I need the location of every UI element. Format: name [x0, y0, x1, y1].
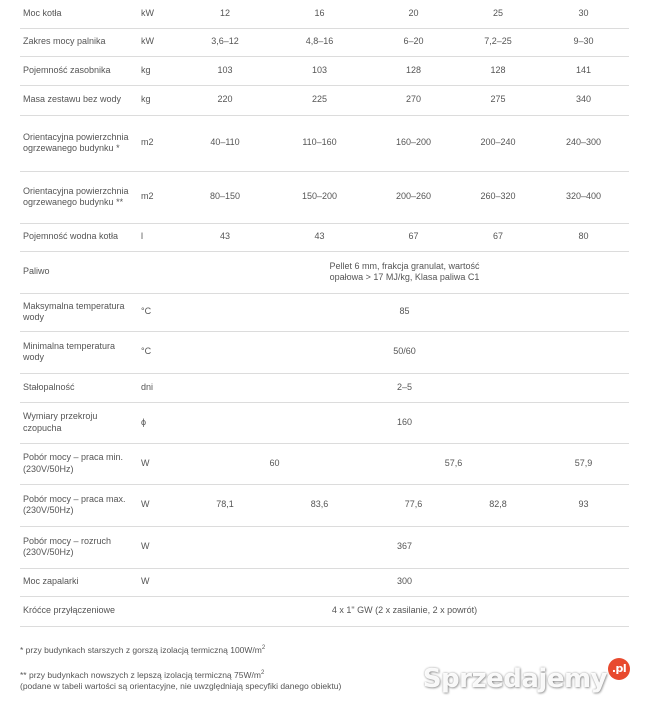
- value-cell: Pellet 6 mm, frakcja granulat, wartość opałowa > 17 MJ/kg, Klasa paliwa C1: [180, 251, 629, 293]
- table-row: [20, 596, 629, 626]
- table-row: [20, 223, 629, 251]
- value-cell: 160: [180, 402, 629, 443]
- unit-cell: °C: [138, 293, 180, 331]
- value-cell: 80: [538, 223, 629, 251]
- value-cell: 128: [369, 56, 458, 85]
- footnote-1: * przy budynkach starszych z gorszą izolacją termiczną $100W/m^2$: [20, 645, 266, 655]
- value-cell: 270: [369, 85, 458, 115]
- value-cell: 77,6: [369, 484, 458, 526]
- value-cell: 340: [538, 85, 629, 115]
- value-cell: 300: [180, 568, 629, 596]
- footnote-3: (podane w tabeli wartości są orientacyjne, nie uwzględniają specyfiki danego obiektu): [20, 681, 342, 691]
- value-cell: 78,1: [180, 484, 270, 526]
- value-cell: 128: [458, 56, 538, 85]
- table-row: [20, 0, 629, 28]
- param-name: Stałopalność: [20, 373, 138, 402]
- param-name: Wymiary przekroju czopucha: [20, 402, 138, 443]
- table-row: [20, 28, 629, 56]
- table-row: [20, 443, 629, 484]
- value-cell: 6–20: [369, 28, 458, 56]
- value-cell: 141: [538, 56, 629, 85]
- param-name: Króćce przyłączeniowe: [20, 596, 180, 626]
- value-cell: 160–200: [369, 115, 458, 171]
- value-cell: 67: [458, 223, 538, 251]
- table-row: [20, 402, 629, 443]
- table-row: [20, 171, 629, 223]
- value-cell: 20: [369, 0, 458, 28]
- value-cell: 367: [180, 526, 629, 568]
- value-cell: 4,8–16: [270, 28, 369, 56]
- param-name: Pobór mocy – rozruch (230V/50Hz): [20, 526, 138, 568]
- unit-cell: kg: [138, 56, 180, 85]
- param-name: Pobór mocy – praca min. (230V/50Hz): [20, 443, 138, 484]
- unit-cell: W: [138, 484, 180, 526]
- value-cell: 220: [180, 85, 270, 115]
- param-name: Orientacyjna powierzchnia ogrzewanego budynku **: [20, 171, 138, 223]
- value-cell: 9–30: [538, 28, 629, 56]
- unit-cell: °C: [138, 331, 180, 373]
- value-cell: 150–200: [270, 171, 369, 223]
- param-name: Masa zestawu bez wody: [20, 85, 138, 115]
- unit-cell: kW: [138, 0, 180, 28]
- table-row: [20, 568, 629, 596]
- unit-cell: m2: [138, 115, 180, 171]
- value-cell: 82,8: [458, 484, 538, 526]
- table-row: [20, 526, 629, 568]
- value-cell: 12: [180, 0, 270, 28]
- unit-cell: m2: [138, 171, 180, 223]
- value-cell: 40–110: [180, 115, 270, 171]
- value-cell: 275: [458, 85, 538, 115]
- value-cell: 83,6: [270, 484, 369, 526]
- value-cell: 25: [458, 0, 538, 28]
- value-cell: 200–240: [458, 115, 538, 171]
- value-cell: 260–320: [458, 171, 538, 223]
- unit-cell: dni: [138, 373, 180, 402]
- param-name: Moc kotła: [20, 0, 138, 28]
- table-row: [20, 293, 629, 331]
- param-name: Pojemność wodna kotła: [20, 223, 138, 251]
- value-cell: 7,2–25: [458, 28, 538, 56]
- param-name: Maksymalna temperatura wody: [20, 293, 138, 331]
- table-row: [20, 373, 629, 402]
- footnote-2: ** przy budynkach nowszych z lepszą izolacją termiczną $75W/m^2$: [20, 670, 265, 680]
- value-cell: 85: [180, 293, 629, 331]
- unit-cell: W: [138, 568, 180, 596]
- value-cell: 320–400: [538, 171, 629, 223]
- param-name: Orientacyjna powierzchnia ogrzewanego budynku *: [20, 115, 138, 171]
- param-name: Paliwo: [20, 251, 138, 293]
- sprzedajemy-watermark: Sprzedajemy .pl: [423, 664, 630, 694]
- value-cell: 240–300: [538, 115, 629, 171]
- table-row: [20, 251, 629, 293]
- value-cell: 3,6–12: [180, 28, 270, 56]
- param-name: Moc zapalarki: [20, 568, 138, 596]
- unit-cell: kW: [138, 28, 180, 56]
- value-cell: 57,9: [538, 443, 629, 484]
- value-cell: 225: [270, 85, 369, 115]
- value-cell: 43: [180, 223, 270, 251]
- unit-cell: W: [138, 526, 180, 568]
- unit-cell: W: [138, 443, 180, 484]
- value-cell: 93: [538, 484, 629, 526]
- param-name: Zakres mocy palnika: [20, 28, 138, 56]
- unit-cell: [138, 251, 180, 293]
- unit-cell: l: [138, 223, 180, 251]
- spec-table: [20, 0, 629, 627]
- param-name: Pojemność zasobnika: [20, 56, 138, 85]
- unit-cell: kg: [138, 85, 180, 115]
- table-row: [20, 115, 629, 171]
- value-cell: 103: [180, 56, 270, 85]
- value-cell: 103: [270, 56, 369, 85]
- value-cell: 200–260: [369, 171, 458, 223]
- table-row: [20, 331, 629, 373]
- table-row: [20, 484, 629, 526]
- value-cell: 80–150: [180, 171, 270, 223]
- value-cell: 30: [538, 0, 629, 28]
- value-cell: 110–160: [270, 115, 369, 171]
- param-name: Minimalna temperatura wody: [20, 331, 138, 373]
- value-cell: 4 x 1" GW (2 x zasilanie, 2 x powrót): [180, 596, 629, 626]
- value-cell: 67: [369, 223, 458, 251]
- table-row: [20, 56, 629, 85]
- value-cell: 16: [270, 0, 369, 28]
- value-cell: 2–5: [180, 373, 629, 402]
- value-cell: 57,6: [369, 443, 538, 484]
- unit-cell: ϕ: [138, 402, 180, 443]
- value-cell: 60: [180, 443, 369, 484]
- value-cell: 43: [270, 223, 369, 251]
- value-cell: 50/60: [180, 331, 629, 373]
- param-name: Pobór mocy – praca max. (230V/50Hz): [20, 484, 138, 526]
- table-row: [20, 85, 629, 115]
